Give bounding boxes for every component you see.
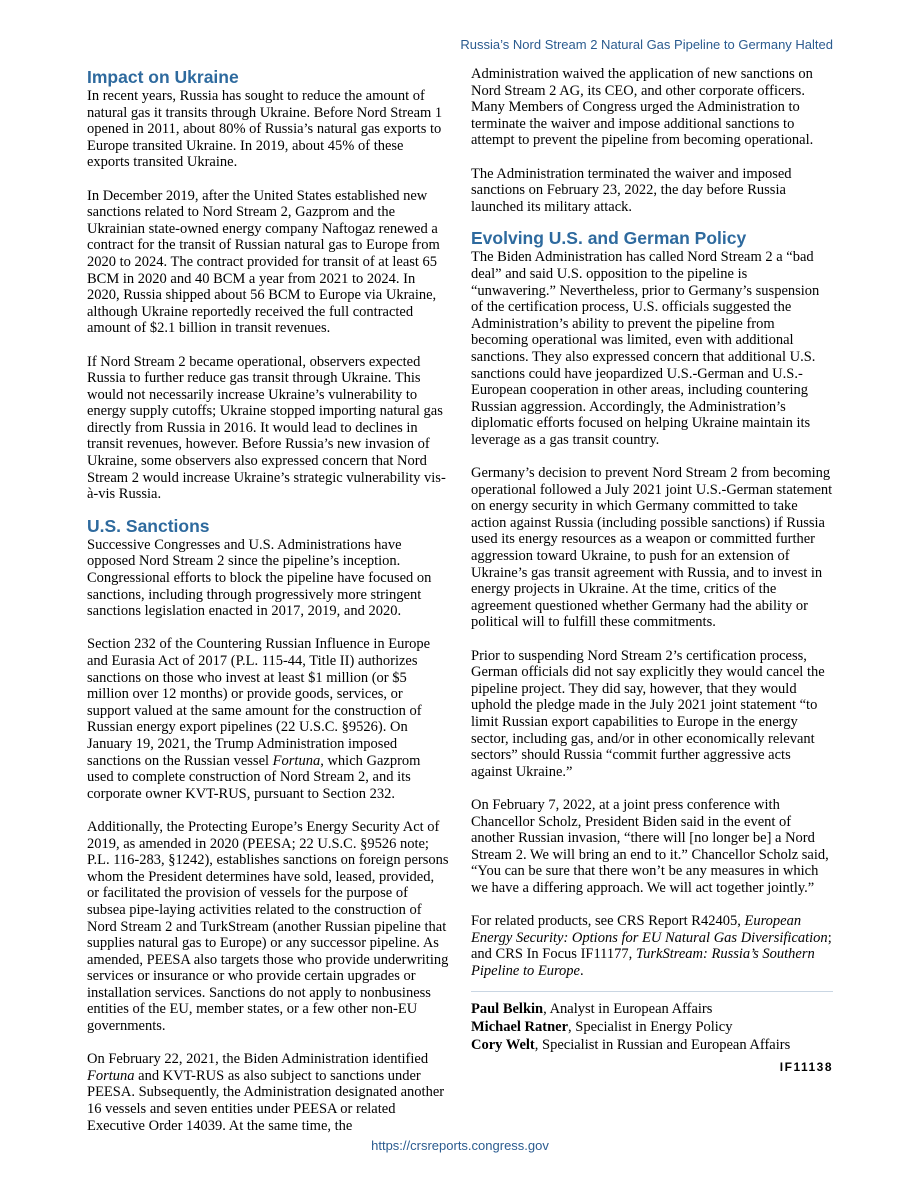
paragraph: Germany’s decision to prevent Nord Stream 2 from becoming operational followed a July 2021 joint U.S.-German statement on energy security in which Germany committed to take action against Russia (including possible sanctions) if Russia used its energy resources as a weapon or committed further aggression toward Ukraine, to push for an extension of Ukraine’s gas transit agreement with Russia, and to invest in energy projects in Ukraine. At the time, critics of the agreement questioned whether Germany had the ability or political will to fulfill these commitments.	[471, 465, 833, 631]
heading-impact-on-ukraine: Impact on Ukraine	[87, 67, 239, 87]
heading-evolving-policy: Evolving U.S. and German Policy	[471, 228, 747, 249]
vessel-name: Fortuna	[87, 1067, 135, 1084]
left-column	[87, 66, 449, 1151]
author-line: Cory Welt, Specialist in Russian and European Affairs	[471, 1037, 791, 1054]
document-id: IF11138	[779, 1060, 833, 1075]
paragraph: Administration waived the application of new sanctions on Nord Stream 2 AG, its CEO, and other corporate officers. Many Members of Congress urged the Administration to terminate the waiver and impose additional sanctions to attempt to prevent the pipeline from becoming operational.	[471, 66, 814, 149]
paragraph: In recent years, Russia has sought to reduce the amount of natural gas it transits through Ukraine. Before Nord Stream 1 opened in 2011, about 80% of Russia’s natural gas exports to Europe transited Ukraine. In 2019, about 45% of these exports transited Ukraine.	[87, 88, 443, 171]
right-column	[471, 66, 833, 1074]
running-head: Russia’s Nord Stream 2 Natural Gas Pipeline to Germany Halted	[460, 37, 833, 52]
paragraph: On February 22, 2021, the Biden Administration identified Fortuna and KVT-RUS as also subject to sanctions under PEESA. Subsequently, the Administration designated another 16 vessels and seven entities under PEESA or related Executive Order 14039. At the same time, the	[87, 1051, 445, 1134]
report-title[interactable]: TurkStream: Russia’s Southern Pipeline to Europe	[471, 946, 815, 979]
heading-us-sanctions: U.S. Sanctions	[87, 515, 210, 536]
related-products: For related products, see CRS Report R42405, European Energy Security: Options for EU Natural Gas Diversification; and CRS In Focus IF11177, TurkStream: Russia’s Southern Pipeline to Europe.	[471, 913, 832, 979]
divider	[471, 991, 833, 992]
paragraph: In December 2019, after the United States established new sanctions related to Nord Stream 2, Gazprom and the Ukrainian state-owned energy company Naftogaz renewed a contract for the transit of Russian natural gas to Europe from 2020 to 2024. The contract provided for transit of at least 65 BCM in 2020 and 40 BCM a year from 2021 to 2024. In 2020, Russia shipped about 56 BCM to Europe via Ukraine, although Ukraine reportedly received the full contracted amount of $2.1 billion in transit revenues.	[87, 187, 440, 337]
paragraph: Additionally, the Protecting Europe’s Energy Security Act of 2019, as amended in 2020 (PEESA; 22 U.S.C. §9526 note; P.L. 116-283, §1242), establishes sanctions on foreign persons whom the President determines have sold, leased, provided, or facilitated the provision of vessels for the purpose of subsea pipe-laying activities related to the construction of Nord Stream 2 and TurkStream (another Russian pipeline that supplies natural gas to Europe) or any successor pipeline. As amended, PEESA also targets those who provide underwriting services or insurance or who provide certain upgrades or installation services. Sanctions do not apply to nonbusiness entities of the EU, member states, or a few other non-EU governments.	[87, 818, 449, 1035]
paragraph: On February 7, 2022, at a joint press conference with Chancellor Scholz, President Biden said in the event of another Russian invasion, “there will [no longer be] a Nord Stream 2. We will bring an end to it.” Chancellor Scholz said, “You can be sure that there won’t be any measures in which we have a differing approach. We will act together jointly.”	[471, 796, 829, 896]
paragraph: The Administration terminated the waiver and imposed sanctions on February 23, 2022, the day before Russia launched its military attack.	[471, 165, 792, 215]
paragraph: Prior to suspending Nord Stream 2’s certification process, German officials did not say explicitly they would cancel the pipeline project. They did say, however, that they would uphold the pledge made in the July 2021 joint statement “to limit Russian export capabilities to Europe in the energy sector, including gas, and/or in other economically relevant sectors” should Russia “commit further aggressive acts against Ukraine.”	[471, 647, 825, 780]
paragraph: The Biden Administration has called Nord Stream 2 a “bad deal” and said U.S. opposition to the pipeline is “unwavering.” Nevertheless, prior to Germany’s suspension of the certification process, U.S. officials suggested the Administration’s ability to prevent the pipeline from becoming operational was limited, even with additional sanctions. They also expressed concern that additional U.S. sanctions could have jeopardized U.S.-German and U.S.-European cooperation in other areas, including countering Russian aggression. Accordingly, the Administration’s diplomatic efforts focused on helping Ukraine maintain its leverage as a gas transit country.	[471, 249, 820, 448]
footer-link[interactable]: https://crsreports.congress.gov	[371, 1138, 549, 1153]
paragraph: Section 232 of the Countering Russian Influence in Europe and Eurasia Act of 2017 (P.L. 115-44, Title II) authorizes sanctions on those who invest at least $1 million (or $5 million over 12 months) or provide goods, services, or support valued at the same amount for the construction of Russian energy export pipelines (22 U.S.C. §9526). On January 19, 2021, the Trump Administration imposed sanctions on the Russian vessel Fortuna, which Gazprom used to complete construction of Nord Stream 2, and its corporate owner KVT-RUS, pursuant to Section 232.	[87, 636, 431, 802]
paragraph: Successive Congresses and U.S. Administrations have opposed Nord Stream 2 since the pipeline’s inception. Congressional efforts to block the pipeline have focused on sanctions, including through progressively more stringent sanctions legislation enacted in 2017, 2019, and 2020.	[87, 536, 432, 620]
report-title[interactable]: European Energy Security: Options for EU Natural Gas Diversification	[471, 913, 828, 946]
author-line: Paul Belkin, Analyst in European Affairs	[471, 1001, 713, 1018]
vessel-name: Fortuna	[272, 752, 321, 769]
paragraph: If Nord Stream 2 became operational, observers expected Russia to further reduce gas transit through Ukraine. This would not necessarily increase Ukraine’s vulnerability to energy supply cutoffs; Ukraine stopped importing natural gas directly from Russia in 2016. It would lead to declines in transit revenues, however. Before Russia’s new invasion of Ukraine, some observers also expressed concern that Nord Stream 2 would increase Ukraine’s strategic vulnerability vis-à-vis Russia.	[87, 353, 446, 503]
author-line: Michael Ratner, Specialist in Energy Policy	[471, 1019, 733, 1036]
author-list	[471, 1000, 833, 1054]
